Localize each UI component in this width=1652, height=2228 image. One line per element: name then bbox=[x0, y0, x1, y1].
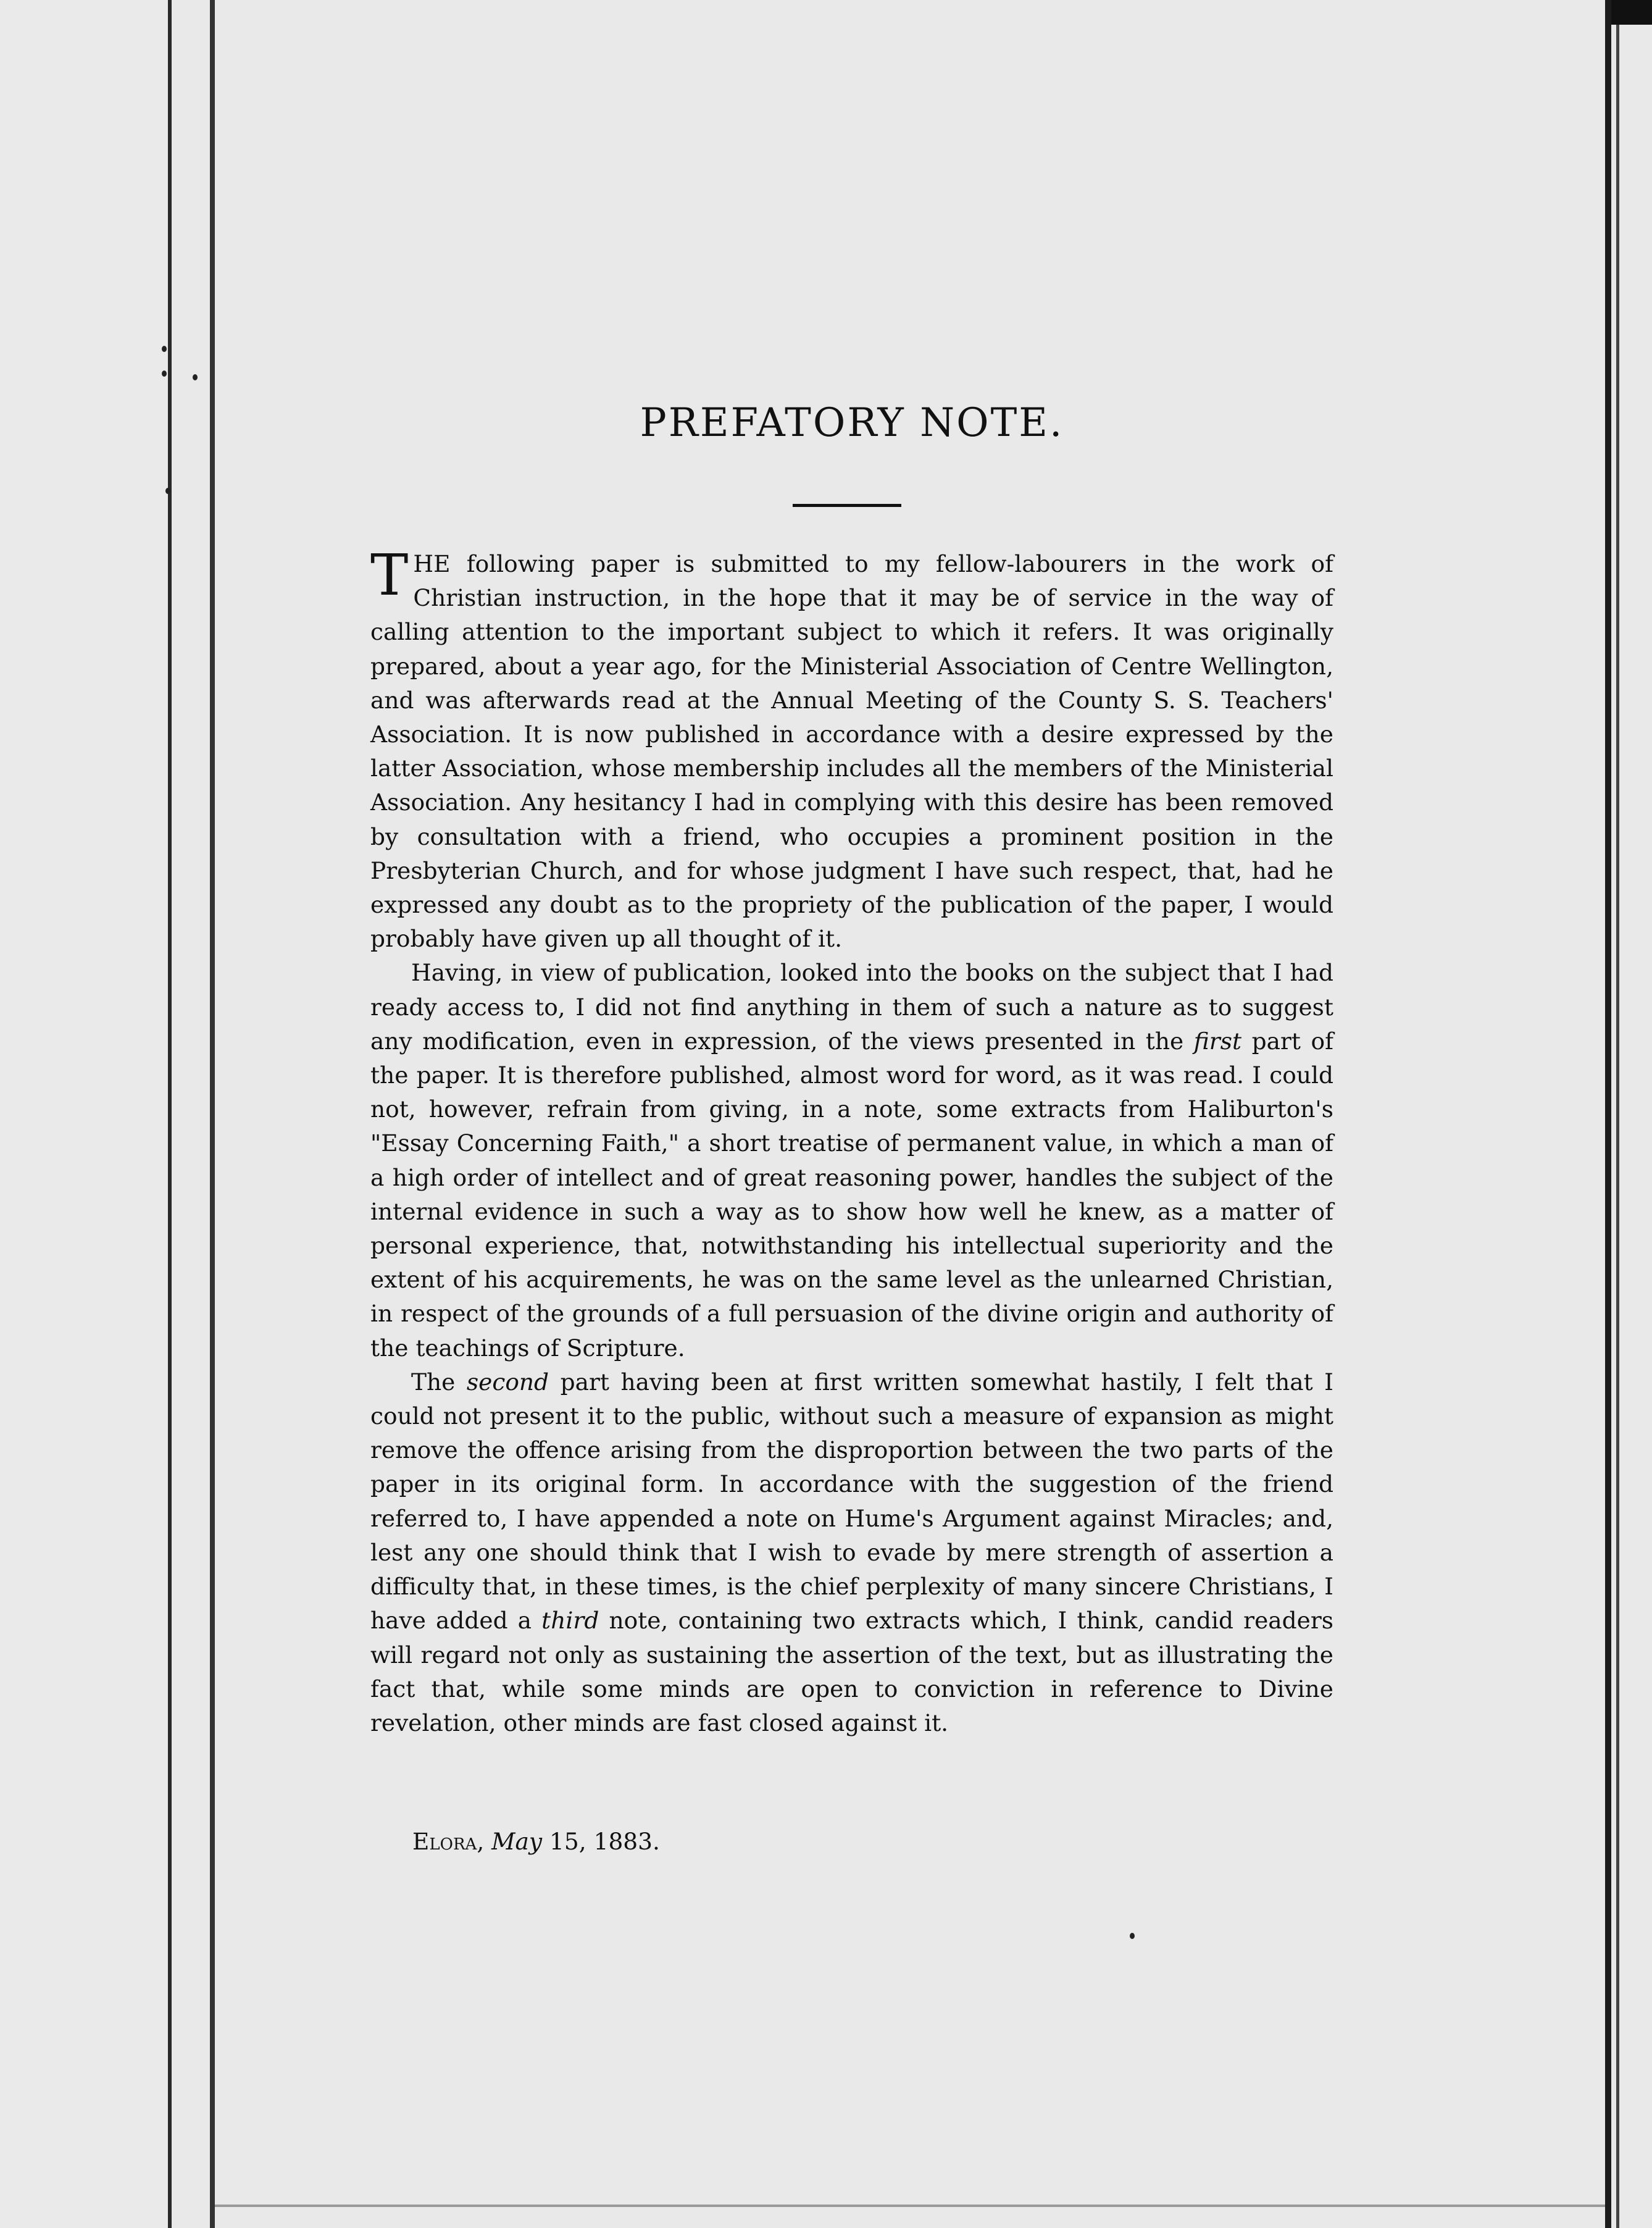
body-text bbox=[370, 542, 1334, 1740]
paragraph-3-text-c: note, containing two extracts which, I think, candid readers will regard not only as sustaining the assertion of the text, but as illustrating the fact that, while some minds are open to conviction in reference to Divine revelation, other minds are fast closed against it. bbox=[370, 1607, 1333, 1736]
signature-date: 15, 1883. bbox=[542, 1828, 660, 1855]
page-edge-line bbox=[210, 0, 215, 2228]
paragraph-2-text-a: Having, in view of publication, looked into the books on the subject that I had ready access to, I did not find anything in them of such a nature as to suggest any modification, even in expression, of the views presented in the bbox=[370, 959, 1333, 1055]
signature-month: May bbox=[491, 1828, 543, 1855]
paragraph-3-emphasis-2: third bbox=[541, 1607, 599, 1635]
paragraph-1-text: HE following paper is submitted to my fellow-labourers in the work of Christian instruction, in the hope that it may be of service in the way of calling attention to the important subject to which it refers. It was originally prepared, about a year ago, for the Ministerial Association of Centre Wellington, and was afterwards read at the Annual Meeting of the County S. S. Teachers' Association. It is now published in accordance with a desire expressed by the latter Association, whose membership includes all the members of the Ministerial Association. Any hesitancy I had in complying with this desire has been removed by consultation with a friend, who occupies a prominent position in the Presbyterian Church, and for whose judgment I have such respect, that, had he expressed any doubt as to the propriety of the publication of the paper, I would probably have given up all thought of it. bbox=[370, 550, 1333, 953]
right-edge-line bbox=[1616, 0, 1619, 2228]
scan-speck bbox=[193, 374, 198, 380]
drop-cap: T bbox=[370, 542, 409, 608]
scan-speck bbox=[165, 488, 170, 494]
paragraph-3 bbox=[370, 1365, 1333, 1740]
paragraph-2-emphasis: first bbox=[1193, 1027, 1242, 1055]
corner-shadow bbox=[1611, 0, 1652, 25]
paragraph-2 bbox=[370, 956, 1333, 1365]
scan-speck bbox=[162, 346, 167, 352]
title-rule bbox=[793, 504, 901, 507]
page-title: PREFATORY NOTE. bbox=[640, 400, 1064, 446]
paragraph-2-text-b: part of the paper. It is therefore published, almost word for word, as it was read. I could not, however, refrain from giving, in a note, some extracts from Haliburton's "Essay Concerning Faith," a short treatise of permanent value, in which a man of a high order of intellect and of great reasoning power, handles the subject of the internal evidence in such a way as to show how well he knew, as a matter of personal experience, that, notwithstanding his intellectual superiority and the extent of his acquirements, he was on the same level as the unlearned Christian, in respect of the grounds of a full persuasion of the divine origin and authority of the teachings of Scripture. bbox=[370, 1027, 1334, 1362]
paragraph-3-text-b: part having been at first written somewhat hastily, I felt that I could not present it to the public, without such a measure of expansion as might remove the offence arising from the disproportion between the two parts of the paper in its original form. In accordance with the suggestion of the friend referred to, I have appended a note on Hume's Argument against Miracles; and, lest any one should think that I wish to evade by mere strength of assertion a difficulty that, in these times, is the chief perplexity of many sincere Christians, I have added a bbox=[370, 1368, 1333, 1635]
signature-separator: , bbox=[477, 1828, 492, 1855]
signature-line bbox=[412, 1828, 660, 1855]
right-edge-shadow bbox=[1605, 0, 1611, 2228]
paragraph-3-text-a: The bbox=[411, 1368, 467, 1396]
page-content bbox=[370, 0, 1333, 2228]
paragraph-1 bbox=[370, 542, 1333, 956]
facing-page-strip bbox=[0, 0, 168, 2228]
paragraph-3-emphasis-1: second bbox=[466, 1368, 549, 1396]
gutter-line bbox=[168, 0, 172, 2228]
scan-speck bbox=[162, 371, 167, 377]
signature-place: Elora bbox=[412, 1828, 477, 1855]
